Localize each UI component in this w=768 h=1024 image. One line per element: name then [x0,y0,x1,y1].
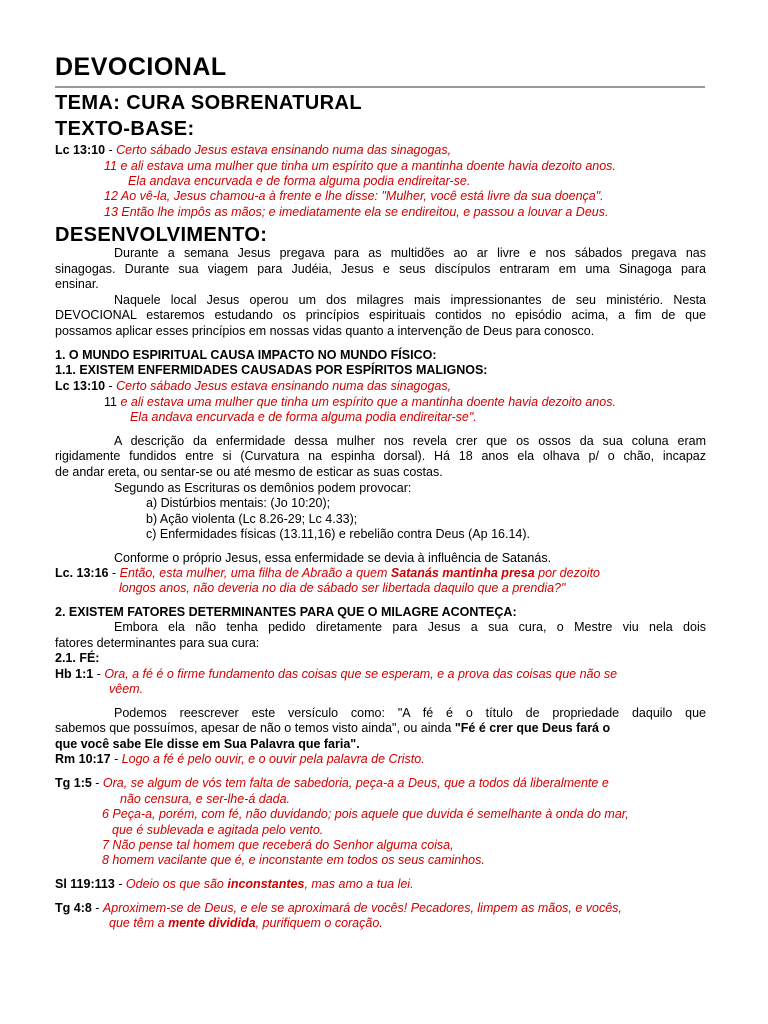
s1-verse-v11b: Ela andava encurvada e de forma alguma podia endireitar-se". [130,410,477,424]
dev-p1-line1: Durante a semana Jesus pregava para as multidões ao ar livre e nos sábados pregava nas [114,246,706,260]
section-1-1-heading: 1.1. EXISTEM ENFERMIDADES CAUSADAS POR ESPÍRITOS MALIGNOS: [55,363,488,377]
section-2-1-heading: 2.1. FÉ: [55,651,100,665]
s2-p2-line3: que você sabe Ele disse em Sua Palavra que faria". [55,737,360,751]
s2-p1-line2: fatores determinantes para sua cura: [55,636,260,650]
s2-p2-line2: sabemos que possuímos, apesar de não o temos visto ainda", ou ainda "Fé é crer que Deus fará o [55,721,611,735]
dev-p2-line3: possamos aplicar esses princípios em nossas vidas quanto a intervenção de Deus para conosco. [55,324,595,338]
s1-verse-v10: Lc 13:10 - Certo sábado Jesus estava ensinando numa das sinagogas, [55,379,452,393]
texto-base-v12: 12 Ao vê-la, Jesus chamou-a à frente e lhe disse: "Mulher, você está livre da sua doença". [104,189,604,203]
dev-p2-line1: Naquele local Jesus operou um dos milagres mais impressionantes de seu ministério. Nesta [114,293,706,307]
rm-verse: Rm 10:17 - Logo a fé é pelo ouvir, e o ouvir pela palavra de Cristo. [55,752,425,766]
verse-ref: Lc 13:10 [55,143,106,157]
dev-p1-line3: ensinar. [55,277,99,291]
dev-p2-line2: DEVOCIONAL estaremos estudando os princípios espirituais contidos no episódio acima, a fim de que [55,308,706,322]
s1-quote-line1: Lc. 13:16 - Então, esta mulher, uma filha de Abraão a quem Satanás mantinha presa por dezoito [55,566,600,580]
hb-verse-line2: vêem. [109,682,144,696]
texto-base-heading: TEXTO-BASE: [55,118,195,140]
tg1-verse-line2: não censura, e ser-lhe-á dada. [120,792,291,806]
title-rule [55,86,705,88]
tg1-verse-v8: 8 homem vacilante que é, e inconstante em todos os seus caminhos. [102,853,485,867]
verse-ref: Tg 1:5 [55,776,92,790]
verse-ref: Rm 10:17 [55,752,111,766]
verse-number: 11 [104,395,117,409]
list-item-a: a) Distúrbios mentais: (Jo 10:20); [146,496,331,510]
verse-text: Certo sábado Jesus estava ensinando numa das sinagogas, [116,379,452,393]
s1-p1-line3: de andar ereta, ou sentar-se ou até mesmo de esticar as suas costas. [55,465,443,479]
s1-p1-line2: rigidamente fundidos entre si (Curvatura na espinha dorsal). Há 18 anos ela olhava p/ o chão, incapaz [55,449,706,463]
texto-base-v11b: Ela andava encurvada e de forma alguma podia endireitar-se. [128,174,471,188]
hb-verse-line1: Hb 1:1 - Ora, a fé é o firme fundamento das coisas que se esperam, e a prova das coisas que não se [55,667,618,681]
list-item-b: b) Ação violenta (Lc 8.26-29; Lc 4.33); [146,512,358,526]
s1-verse-v11 [104,395,616,409]
s1-p1-line1: A descrição da enfermidade dessa mulher nos revela crer que os ossos da sua coluna eram [114,434,706,448]
page-title: DEVOCIONAL [55,53,227,81]
texto-base-v13: 13 Então lhe impôs as mãos; e imediatamente ela se endireitou, e passou a louvar a Deus. [104,205,609,219]
tema-heading: TEMA: CURA SOBRENATURAL [55,92,362,114]
verse-text: e ali estava uma mulher que tinha um espírito que a mantinha doente havia dezoito anos. [120,395,616,409]
tg1-verse-v6b: que é sublevada e agitada pelo vento. [112,823,324,837]
tg1-verse-line1: Tg 1:5 - Ora, se algum de vós tem falta de sabedoria, peça-a a Deus, que a todos dá liberalmente e [55,776,609,790]
sl-verse: Sl 119:113 - Odeio os que são inconstantes, mas amo a tua lei. [55,877,414,891]
tg1-verse-v6a: 6 Peça-a, porém, com fé, não duvidando; pois aquele que duvida é semelhante à onda do mar, [102,807,629,821]
s1-p2: Segundo as Escrituras os demônios podem provocar: [114,481,412,495]
s1-p3: Conforme o próprio Jesus, essa enfermidade se devia à influência de Satanás. [114,551,552,565]
texto-base-v11: 11 e ali estava uma mulher que tinha um espírito que a mantinha doente havia dezoito anos. [104,159,616,173]
s2-p1-line1: Embora ela não tenha pedido diretamente para Jesus a sua cura, o Mestre viu nela dois [114,620,706,634]
section-2-heading: 2. EXISTEM FATORES DETERMINANTES PARA QUE O MILAGRE ACONTEÇA: [55,605,517,619]
s2-p2-line1: Podemos reescrever este versículo como: "A fé é o título de propriedade daquilo que [114,706,706,720]
list-item-c: c) Enfermidades físicas (13.11,16) e rebelião contra Deus (Ap 16.14). [146,527,530,541]
verse-ref: Lc. 13:16 [55,566,109,580]
texto-base-v10: Lc 13:10 - Certo sábado Jesus estava ensinando numa das sinagogas, [55,143,452,157]
verse-ref: Hb 1:1 [55,667,94,681]
tg1-verse-v7: 7 Não pense tal homem que receberá do Senhor alguma coisa, [102,838,454,852]
tg4-verse-line2: que têm a mente dividida, purifiquem o coração. [109,916,383,930]
verse-ref: Lc 13:10 [55,379,106,393]
tg4-verse-line1: Tg 4:8 - Aproximem-se de Deus, e ele se aproximará de vocês! Pecadores, limpem as mãos, e vocês, [55,901,622,915]
verse-ref: Tg 4:8 [55,901,92,915]
verse-text: Certo sábado Jesus estava ensinando numa das sinagogas, [116,143,452,157]
verse-ref: Sl 119:113 [55,877,115,891]
desenvolvimento-heading: DESENVOLVIMENTO: [55,224,268,246]
dev-p1-line2: sinagogas. Durante sua viagem para Judéia, Jesus e seus discípulos entraram em uma Sinagoga para [55,262,706,276]
s1-quote-line2: longos anos, não deveria no dia de sábado ser libertada daquilo que a prendia?" [119,581,566,595]
section-1-heading: 1. O MUNDO ESPIRITUAL CAUSA IMPACTO NO MUNDO FÍSICO: [55,348,437,362]
